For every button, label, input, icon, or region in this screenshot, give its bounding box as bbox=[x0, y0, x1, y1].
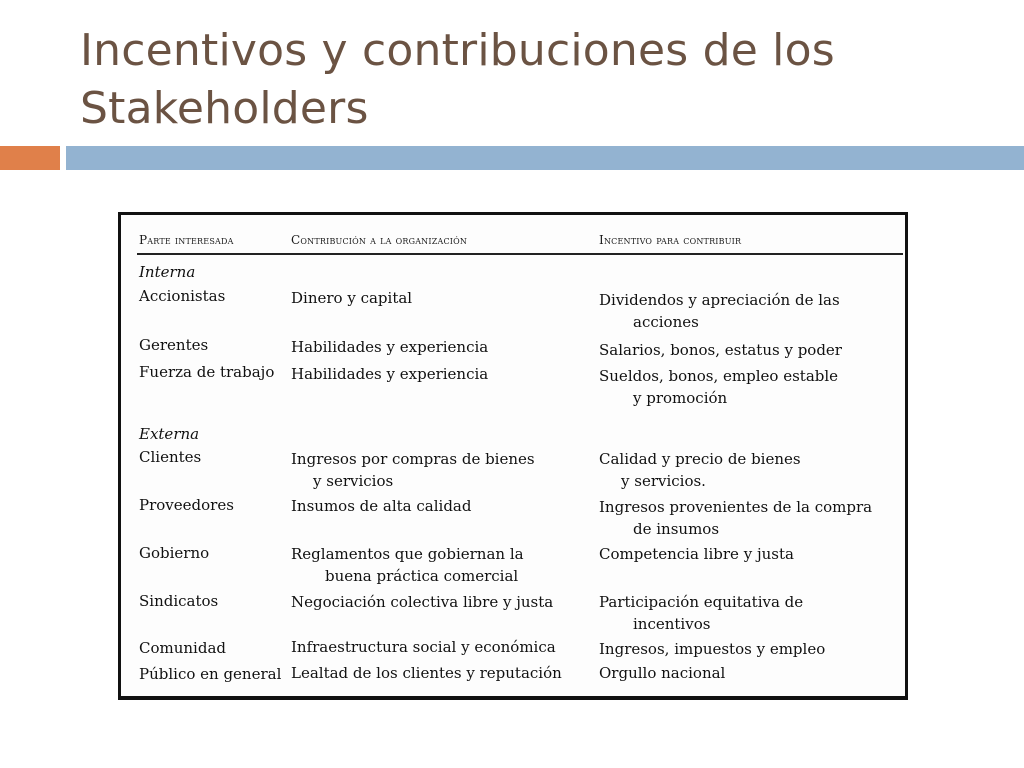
row-accionistas-incentive bbox=[599, 289, 840, 333]
row-proveedores-incentive-line-1: Ingresos provenientes de la compra bbox=[599, 498, 873, 516]
row-fuerza-incentive-line-2: y promoción bbox=[633, 389, 728, 407]
slide-title-line-2: Stakeholders bbox=[80, 83, 369, 134]
row-proveedores-contribution: Insumos de alta calidad bbox=[291, 497, 472, 515]
accent-bar-orange bbox=[0, 146, 60, 170]
header-rule bbox=[137, 253, 903, 255]
row-gobierno-contribution bbox=[291, 543, 524, 587]
row-accionistas-incentive-line-2: acciones bbox=[633, 313, 699, 331]
row-gobierno-contribution-line-1: Reglamentos que gobiernan la bbox=[291, 545, 524, 563]
row-proveedores-party: Proveedores bbox=[139, 496, 234, 514]
row-clientes-contribution bbox=[291, 448, 535, 492]
slide-title bbox=[80, 22, 980, 138]
row-clientes-incentive-line-2: y servicios. bbox=[621, 472, 706, 490]
row-proveedores-incentive-line-2: de insumos bbox=[633, 520, 720, 538]
row-sindicatos-incentive-line-1: Participación equitativa de bbox=[599, 593, 804, 611]
header-party: Parte interesada bbox=[139, 233, 234, 247]
section-label-interna: Interna bbox=[139, 263, 196, 281]
row-comunidad-party: Comunidad bbox=[139, 639, 226, 657]
row-fuerza-party: Fuerza de trabajo bbox=[139, 363, 275, 381]
row-comunidad-contribution: Infraestructura social y económica bbox=[291, 638, 556, 656]
row-accionistas-party: Accionistas bbox=[139, 287, 226, 305]
row-sindicatos-party: Sindicatos bbox=[139, 592, 219, 610]
row-clientes-contribution-line-1: Ingresos por compras de bienes bbox=[291, 450, 535, 468]
header-incentive: Incentivo para contribuir bbox=[599, 233, 742, 247]
row-clientes-party: Clientes bbox=[139, 448, 202, 466]
accent-bar-blue bbox=[66, 146, 1024, 170]
row-clientes-contribution-line-2: y servicios bbox=[313, 472, 394, 490]
row-fuerza-incentive-line-1: Sueldos, bonos, empleo estable bbox=[599, 367, 839, 385]
row-proveedores-incentive bbox=[599, 496, 872, 540]
header-contribution: Contribución a la organización bbox=[291, 233, 468, 247]
row-publico-party: Público en general bbox=[139, 665, 282, 683]
section-label-externa: Externa bbox=[139, 425, 200, 443]
row-gobierno-party: Gobierno bbox=[139, 544, 210, 562]
row-publico-incentive: Orgullo nacional bbox=[599, 664, 726, 682]
row-sindicatos-contribution: Negociación colectiva libre y justa bbox=[291, 593, 554, 611]
row-fuerza-contribution: Habilidades y experiencia bbox=[291, 365, 489, 383]
row-clientes-incentive-line-1: Calidad y precio de bienes bbox=[599, 450, 801, 468]
row-fuerza-incentive bbox=[599, 365, 838, 409]
row-gobierno-incentive: Competencia libre y justa bbox=[599, 545, 794, 563]
slide-title-line-1: Incentivos y contribuciones de los bbox=[80, 25, 835, 76]
row-gerentes-contribution: Habilidades y experiencia bbox=[291, 338, 489, 356]
stakeholder-table bbox=[118, 212, 908, 700]
row-accionistas-incentive-line-1: Dividendos y apreciación de las bbox=[599, 291, 840, 309]
row-accionistas-contribution: Dinero y capital bbox=[291, 289, 413, 307]
row-comunidad-incentive: Ingresos, impuestos y empleo bbox=[599, 640, 826, 658]
row-clientes-incentive bbox=[599, 448, 801, 492]
row-sindicatos-incentive-line-2: incentivos bbox=[633, 615, 711, 633]
row-gerentes-incentive: Salarios, bonos, estatus y poder bbox=[599, 341, 842, 359]
row-gobierno-contribution-line-2: buena práctica comercial bbox=[325, 567, 519, 585]
row-gerentes-party: Gerentes bbox=[139, 336, 209, 354]
row-sindicatos-incentive bbox=[599, 591, 803, 635]
row-publico-contribution: Lealtad de los clientes y reputación bbox=[291, 664, 562, 682]
